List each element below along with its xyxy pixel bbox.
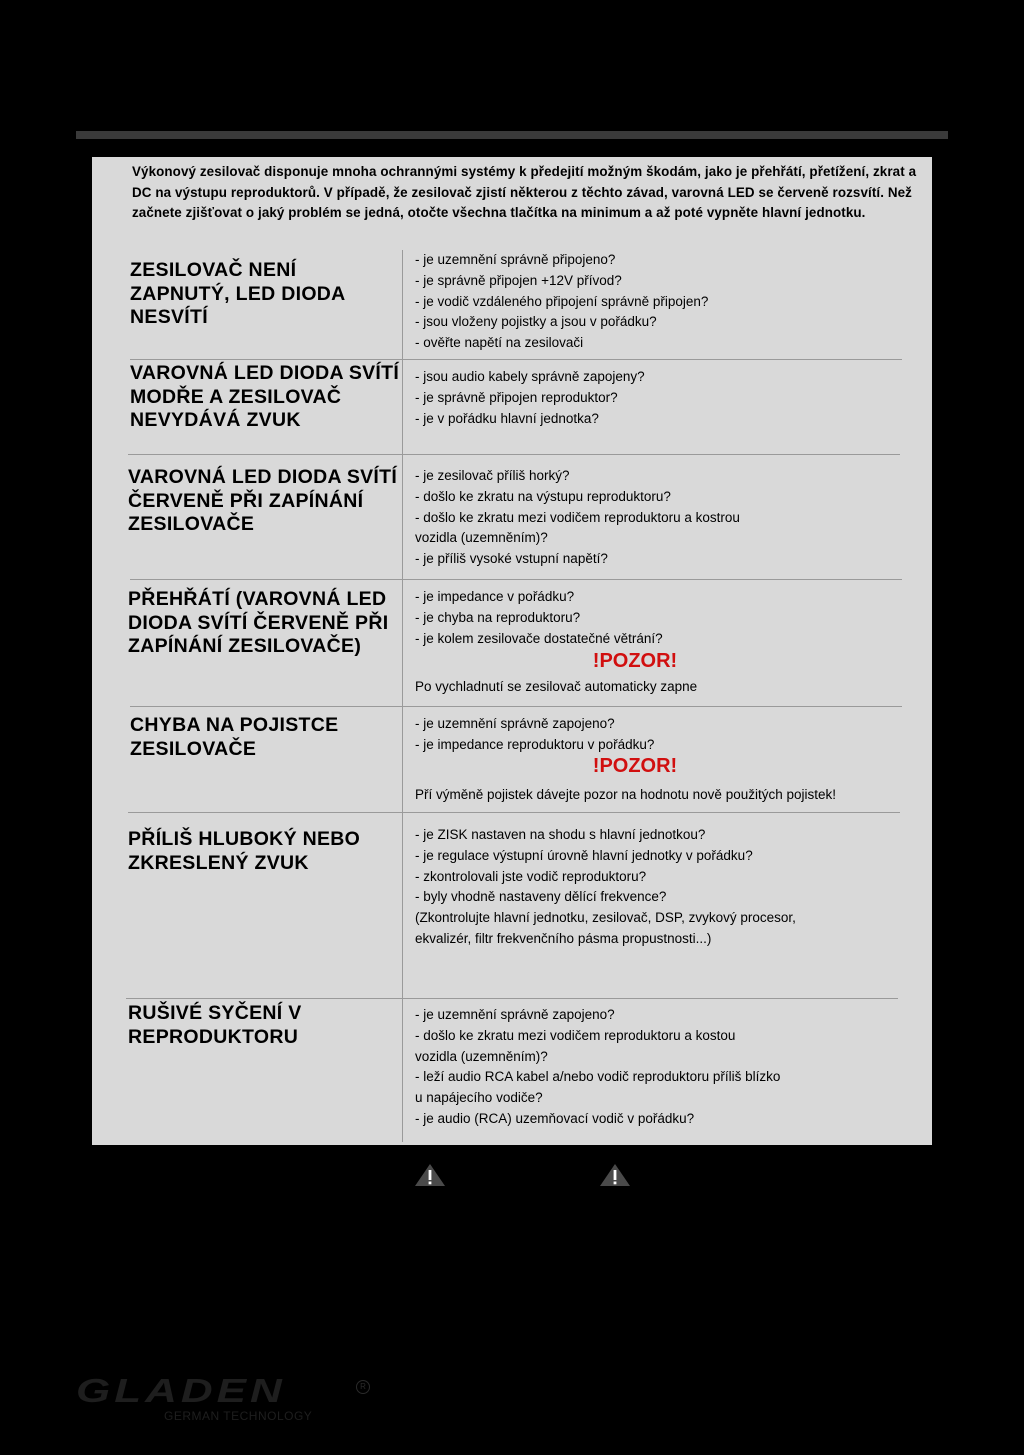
- logo-brand: GLADEN: [76, 1372, 286, 1410]
- row-heading: PŘEHŘÁTÍ (VAROVNÁ LED DIODA SVÍTÍ ČERVENĚ PŘI ZAPÍNÁNÍ ZESILOVAČE): [128, 588, 389, 657]
- gladen-logo: [76, 1372, 376, 1424]
- troubleshooting-panel: [92, 157, 932, 1145]
- checklist: [415, 250, 920, 354]
- list-item: - jsou audio kabely správně zapojeny?: [415, 369, 645, 384]
- row-heading: VAROVNÁ LED DIODA SVÍTÍ MODŘE A ZESILOVAČ NEVYDÁVÁ ZVUK: [130, 362, 400, 431]
- row-divider: [128, 812, 900, 813]
- list-item: - je impedance reproduktoru v pořádku?: [415, 736, 655, 752]
- registered-mark: R: [356, 1380, 370, 1394]
- checklist: [415, 587, 920, 649]
- list-item: - je ZISK nastaven na shodu s hlavní jednotkou?: [415, 827, 706, 842]
- row-heading: RUŠIVÉ SYČENÍ V REPRODUKTORU: [128, 1002, 302, 1048]
- list-item: - je vodič vzdáleného připojení správně připojen?: [415, 293, 709, 309]
- warning-label: !POZOR!: [592, 650, 678, 672]
- checklist: [415, 466, 920, 570]
- list-item: - je uzemnění správně připojeno?: [415, 252, 616, 267]
- list-item: - ověřte napětí na zesilovači: [415, 335, 584, 351]
- list-item: - je regulace výstupní úrovně hlavní jednotky v pořádku?: [415, 847, 753, 863]
- row-heading: PŘÍLIŠ HLUBOKÝ NEBO ZKRESLENÝ ZVUK: [128, 828, 361, 874]
- intro-text: Výkonový zesilovač disponuje mnoha ochrannými systémy k předejití možným škodám, jako je přehřátí, přetížení, zkrat a DC na výstupu reproduktorů. V případě, že zesilovač zjistí některou z těchto závad, varovná LED se červeně rozsvítí. Než začnete zjišťovat o jaký problém se jedná, otočte všechna tlačítka na minimum a až poté vypněte hlavní jednotku.: [132, 164, 917, 220]
- list-item: - je impedance v pořádku?: [415, 589, 575, 604]
- list-item: - je správně připojen +12V přívod?: [415, 272, 622, 288]
- warning-note: Pří výměně pojistek dávejte pozor na hodnotu nově použitých pojistek!: [415, 787, 836, 802]
- warning-triangle-icon: [599, 1163, 631, 1187]
- checklist: [415, 825, 920, 950]
- checklist: [415, 1005, 920, 1130]
- list-item: - je audio (RCA) uzemňovací vodič v pořádku?: [415, 1110, 695, 1126]
- row-divider: [130, 579, 902, 580]
- list-item: - je v pořádku hlavní jednotka?: [415, 410, 599, 426]
- top-rule: [76, 131, 948, 139]
- list-item: - je zesilovač příliš horký?: [415, 468, 570, 483]
- column-divider: [402, 250, 403, 1142]
- list-item: (Zkontrolujte hlavní jednotku, zesilovač, DSP, zvykový procesor,: [415, 910, 796, 926]
- list-item: - je chyba na reproduktoru?: [415, 609, 581, 625]
- list-item: vozidla (uzemněním)?: [415, 530, 548, 546]
- list-item: - je uzemnění správně zapojeno?: [415, 716, 615, 731]
- list-item: - došlo ke zkratu mezi vodičem reproduktoru a kostou: [415, 1027, 736, 1043]
- list-item: vozidla (uzemněním)?: [415, 1048, 548, 1064]
- list-item: - je příliš vysoké vstupní napětí?: [415, 551, 608, 567]
- list-item: - došlo ke zkratu na výstupu reproduktoru?: [415, 488, 671, 504]
- row-divider: [130, 706, 902, 707]
- warning-label: !POZOR!: [592, 755, 678, 777]
- warning-triangle-icon: [414, 1163, 446, 1187]
- list-item: u napájecího vodiče?: [415, 1090, 543, 1106]
- row-divider: [126, 998, 898, 999]
- list-item: - leží audio RCA kabel a/nebo vodič reproduktoru příliš blízko: [415, 1069, 781, 1085]
- warning-note: Po vychladnutí se zesilovač automaticky zapne: [415, 679, 698, 694]
- list-item: ekvalizér, filtr frekvenčního pásma propustnosti...): [415, 930, 712, 946]
- logo-tagline: GERMAN TECHNOLOGY: [164, 1409, 313, 1423]
- list-item: - je uzemnění správně zapojeno?: [415, 1007, 615, 1022]
- row-heading: CHYBA NA POJISTCE ZESILOVAČE: [130, 714, 339, 760]
- list-item: - zkontrolovali jste vodič reproduktoru?: [415, 868, 647, 884]
- checklist: [415, 367, 920, 429]
- list-item: - je kolem zesilovače dostatečné větrání?: [415, 630, 663, 646]
- row-divider: [128, 454, 900, 455]
- list-item: - došlo ke zkratu mezi vodičem reproduktoru a kostrou: [415, 509, 740, 525]
- checklist: [415, 714, 920, 756]
- row-heading: ZESILOVAČ NENÍ ZAPNUTÝ, LED DIODA NESVÍTÍ: [130, 259, 345, 328]
- list-item: - byly vhodně nastaveny dělící frekvence?: [415, 889, 667, 905]
- list-item: - je správně připojen reproduktor?: [415, 389, 618, 405]
- list-item: - jsou vloženy pojistky a jsou v pořádku?: [415, 314, 657, 330]
- row-divider: [130, 359, 902, 360]
- row-heading: VAROVNÁ LED DIODA SVÍTÍ ČERVENĚ PŘI ZAPÍNÁNÍ ZESILOVAČE: [128, 466, 398, 535]
